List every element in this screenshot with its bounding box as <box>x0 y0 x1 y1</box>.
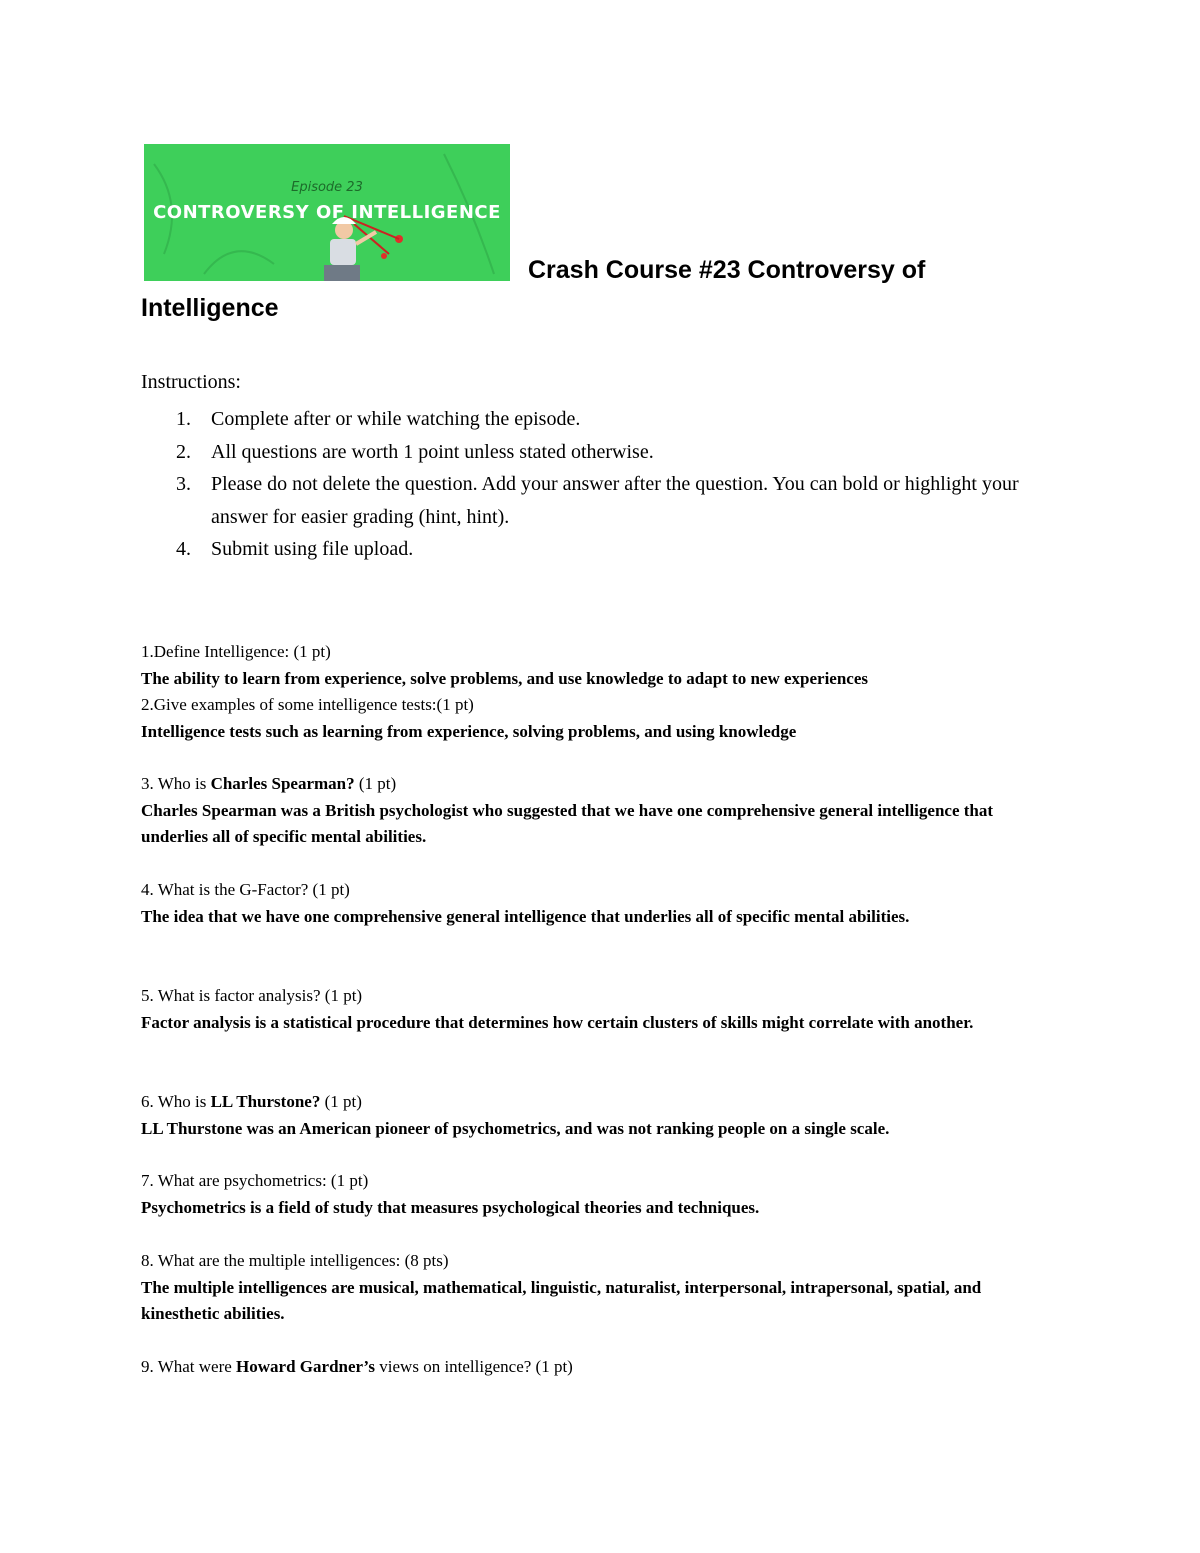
instruction-text: Submit using file upload. <box>211 538 414 560</box>
episode-banner-image <box>144 144 510 281</box>
question-block <box>141 1354 1041 1381</box>
question-text: 2.Give examples of some intelligence tests:(1 pt) <box>141 695 474 714</box>
question-text: 6. Who is LL Thurstone? (1 pt) <box>141 1092 362 1111</box>
question-text: 1.Define Intelligence: (1 pt) <box>141 642 331 661</box>
question-text: 9. What were Howard Gardner’s views on intelligence? (1 pt) <box>141 1357 573 1376</box>
instruction-number: 2. <box>176 440 191 463</box>
question-block <box>141 692 1041 745</box>
answer-text: Factor analysis is a statistical procedure that determines how certain clusters of skills might correlate with another. <box>141 1012 974 1032</box>
instruction-text: Please do not delete the question. Add your answer after the question. You can bold or highlight your answer for easier grading (hint, hint). <box>211 473 1019 528</box>
instructions-list <box>141 403 1041 566</box>
instruction-text: All questions are worth 1 point unless stated otherwise. <box>211 440 654 463</box>
answer-text: LL Thurstone was an American pioneer of psychometrics, and was not ranking people on a single scale. <box>141 1118 890 1138</box>
banner-episode-label: Episode 23 <box>291 180 363 195</box>
question-block <box>141 771 1041 851</box>
instruction-item <box>141 468 1041 533</box>
question-block <box>141 1248 1041 1328</box>
question-text: 4. What is the G-Factor? (1 pt) <box>141 880 350 899</box>
answer-text: Intelligence tests such as learning from experience, solving problems, and using knowledge <box>141 721 797 741</box>
document-title-line-1: Crash Course #23 Controversy of <box>528 256 926 284</box>
question-text: 7. What are psychometrics: (1 pt) <box>141 1171 369 1190</box>
question-block <box>141 1089 1041 1142</box>
instruction-number: 1. <box>176 408 191 430</box>
instructions-heading: Instructions: <box>141 371 241 393</box>
instruction-item <box>141 533 1041 566</box>
banner-title: CONTROVERSY OF INTELLIGENCE <box>153 202 501 223</box>
question-block <box>141 877 1041 930</box>
answer-text: The ability to learn from experience, solve problems, and use knowledge to adapt to new experiences <box>141 668 869 688</box>
instruction-number: 3. <box>176 473 191 495</box>
question-text: 3. Who is Charles Spearman? (1 pt) <box>141 774 397 793</box>
answer-text: The multiple intelligences are musical, mathematical, linguistic, naturalist, interpersonal, intrapersonal, spatial, and kinesthetic abilities. <box>141 1277 982 1323</box>
instruction-text: Complete after or while watching the episode. <box>211 408 581 430</box>
question-block <box>141 1168 1041 1221</box>
document-title-line-2: Intelligence <box>141 294 279 322</box>
question-text: 8. What are the multiple intelligences: (8 pts) <box>141 1251 449 1270</box>
answer-text: Psychometrics is a field of study that measures psychological theories and techniques. <box>141 1197 760 1217</box>
instruction-number: 4. <box>176 538 191 560</box>
question-block <box>141 983 1041 1036</box>
answer-text: The idea that we have one comprehensive general intelligence that underlies all of specific mental abilities. <box>141 906 910 926</box>
instruction-item <box>141 403 1041 436</box>
question-text: 5. What is factor analysis? (1 pt) <box>141 986 363 1005</box>
instruction-item <box>141 436 1041 469</box>
answer-text: Charles Spearman was a British psychologist who suggested that we have one comprehensive general intelligence that underlies all of specific mental abilities. <box>141 800 994 846</box>
question-block <box>141 639 1041 692</box>
